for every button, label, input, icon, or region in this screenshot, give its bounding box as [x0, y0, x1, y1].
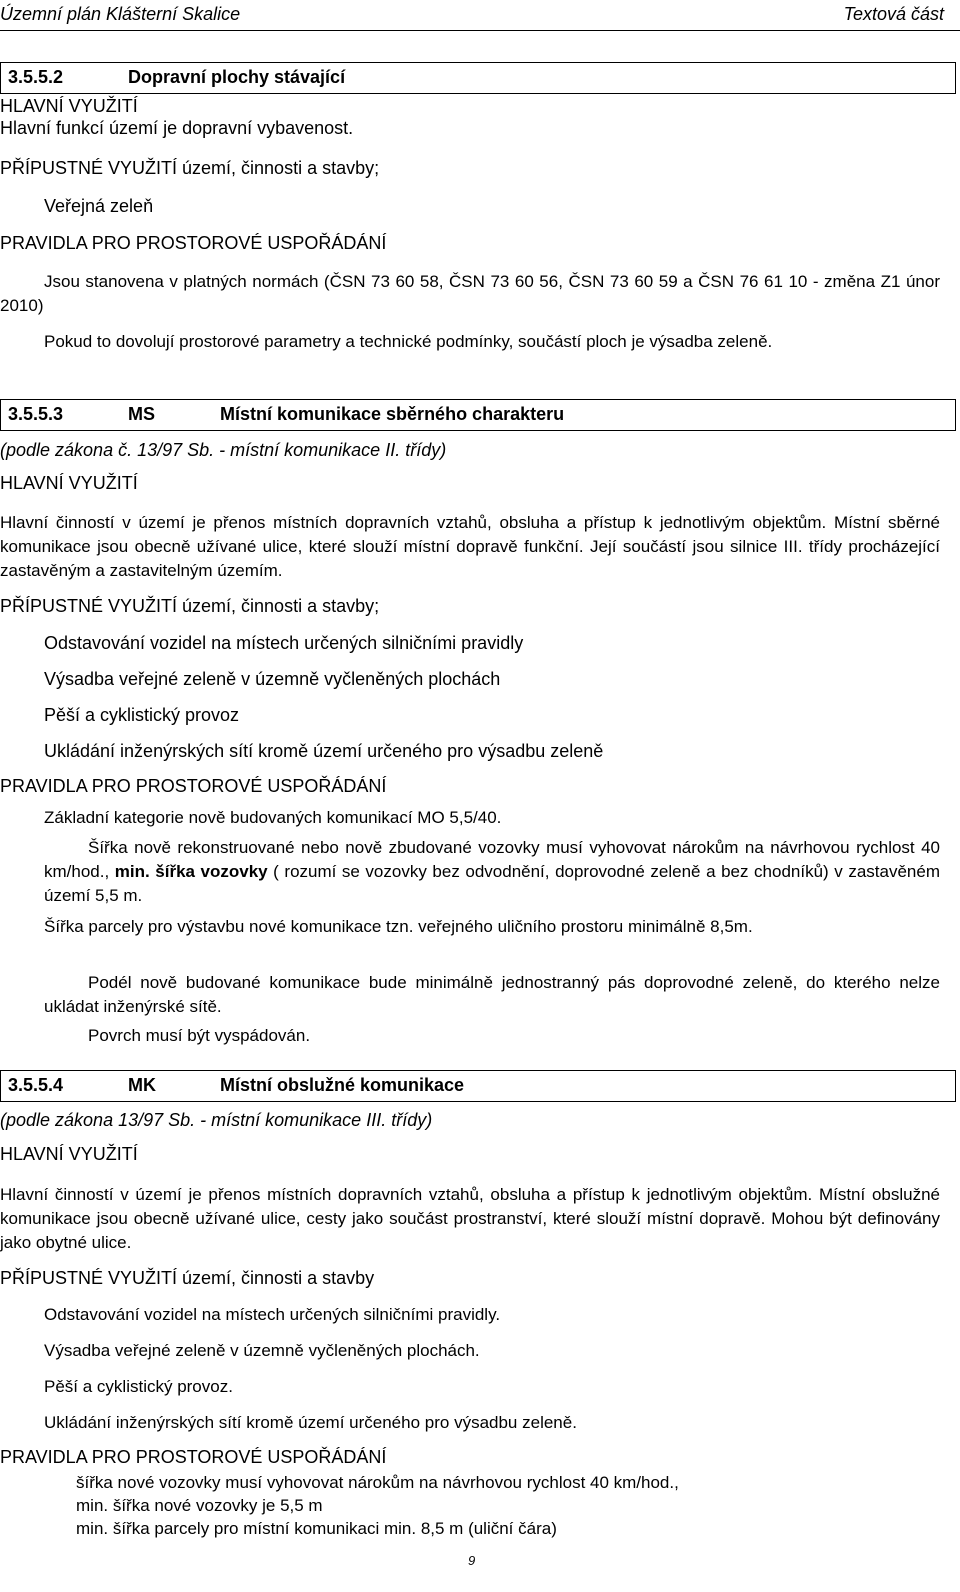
allowed-use-heading: PŘÍPUSTNÉ VYUŽITÍ území, činnosti a stavby; [0, 158, 380, 178]
section-code: MS [128, 404, 155, 424]
main-use-text: Hlavní činností v území je přenos místních dopravních vztahů, obsluha a přístup k jednotlivým objektům. Místní sběrné komunikace jsou obecně užívané ulice, které slouží místní dopravě funkční. Její součástí jsou silnice III. třídy procházející zastavěným a zastavitelným územím. [0, 513, 940, 580]
allowed-item: Odstavování vozidel na místech určených silničními pravidly. [44, 1305, 501, 1324]
header-divider [0, 30, 960, 31]
section-code: MK [128, 1075, 156, 1095]
rules-heading: PRAVIDLA PRO PROSTOROVÉ USPOŘÁDÁNÍ [0, 776, 387, 796]
main-use-heading: HLAVNÍ VYUŽITÍ [0, 473, 138, 493]
emphasis-min-width: min. šířka vozovky [114, 862, 268, 881]
allowed-item: Pěší a cyklistický provoz. [44, 1377, 233, 1396]
rules-paragraph: Jsou stanovena v platných normách (ČSN 73 60 58, ČSN 73 60 56, ČSN 73 60 59 a ČSN 76 61 10 - změna Z1 únor 2010) [0, 272, 940, 315]
allowed-use-heading: PŘÍPUSTNÉ VYUŽITÍ území, činnosti a stavby; [0, 596, 380, 616]
header-doc-title: Územní plán Klášterní Skalice [0, 4, 241, 24]
rules-line: min. šířka parcely pro místní komunikaci min. 8,5 m (uliční čára) [76, 1519, 557, 1538]
main-use-heading: HLAVNÍ VYUŽITÍ [0, 1144, 138, 1164]
allowed-item: Výsadba veřejné zeleně v územně vyčleněných plochách [44, 669, 501, 689]
rules-heading: PRAVIDLA PRO PROSTOROVÉ USPOŘÁDÁNÍ [0, 233, 387, 253]
section-number: 3.5.5.3 [8, 404, 64, 424]
section-number: 3.5.5.4 [8, 1075, 64, 1095]
allowed-use-heading: PŘÍPUSTNÉ VYUŽITÍ území, činnosti a stavby [0, 1268, 375, 1288]
main-use-text: Hlavní funkcí území je dopravní vybavenost. [0, 118, 354, 138]
allowed-item: Pěší a cyklistický provoz [44, 705, 240, 725]
section-title: Dopravní plochy stávající [128, 67, 346, 87]
section-subtitle: (podle zákona č. 13/97 Sb. - místní komunikace II. třídy) [0, 440, 447, 460]
allowed-item: Odstavování vozidel na místech určených silničními pravidly [44, 633, 524, 653]
rules-paragraph: Šířka parcely pro výstavbu nové komunikace tzn. veřejného uličního prostoru minimálně 8,5m. [44, 917, 753, 936]
allowed-item: Ukládání inženýrských sítí kromě území určeného pro výsadbu zeleně. [44, 1413, 577, 1432]
rules-paragraph: Pokud to dovolují prostorové parametry a technické podmínky, součástí ploch je výsadba zeleně. [44, 332, 773, 351]
rules-line: šířka nové vozovky musí vyhovovat nárokům na návrhovou rychlost 40 km/hod., [76, 1473, 679, 1492]
header-section-label: Textová část [843, 4, 944, 24]
section-subtitle: (podle zákona 13/97 Sb. - místní komunikace III. třídy) [0, 1110, 433, 1130]
page-number: 9 [468, 1553, 476, 1568]
section-title: Místní komunikace sběrného charakteru [220, 404, 565, 424]
allowed-item: Ukládání inženýrských sítí kromě území určeného pro výsadbu zeleně [44, 741, 604, 761]
rules-paragraph: Šířka nově rekonstruované nebo nově zbudované vozovky musí vyhovovat nárokům na návrhovou rychlost 40 km/hod., min. šířka vozovky ( rozumí se vozovky bez odvodnění, doprovodné zeleně a bez chodníků) v zastavěném území 5,5 m. [44, 838, 940, 905]
main-use-text: Hlavní činností v území je přenos místních dopravních vztahů, obsluha a přístup k jednotlivým objektům. Místní obslužné komunikace jsou obecně užívané ulice, cesty jako součást prostranství, které slouží místní dopravě. Mohou být definovány jako obytné ulice. [0, 1185, 940, 1252]
rules-heading: PRAVIDLA PRO PROSTOROVÉ USPOŘÁDÁNÍ [0, 1447, 387, 1467]
section-number: 3.5.5.2 [8, 67, 64, 87]
main-use-heading: HLAVNÍ VYUŽITÍ [0, 96, 138, 116]
rules-line: min. šířka nové vozovky je 5,5 m [76, 1496, 323, 1515]
allowed-item: Veřejná zeleň [44, 196, 154, 216]
allowed-item: Výsadba veřejné zeleně v územně vyčleněných plochách. [44, 1341, 480, 1360]
rules-intro: Základní kategorie nově budovaných komunikací MO 5,5/40. [44, 808, 502, 827]
rules-paragraph: Podél nově budované komunikace bude minimálně jednostranný pás doprovodné zeleně, do kterého nelze ukládat inženýrské sítě. [44, 973, 940, 1016]
section-title: Místní obslužné komunikace [220, 1075, 465, 1095]
rules-paragraph: Povrch musí být vyspádován. [88, 1026, 311, 1045]
